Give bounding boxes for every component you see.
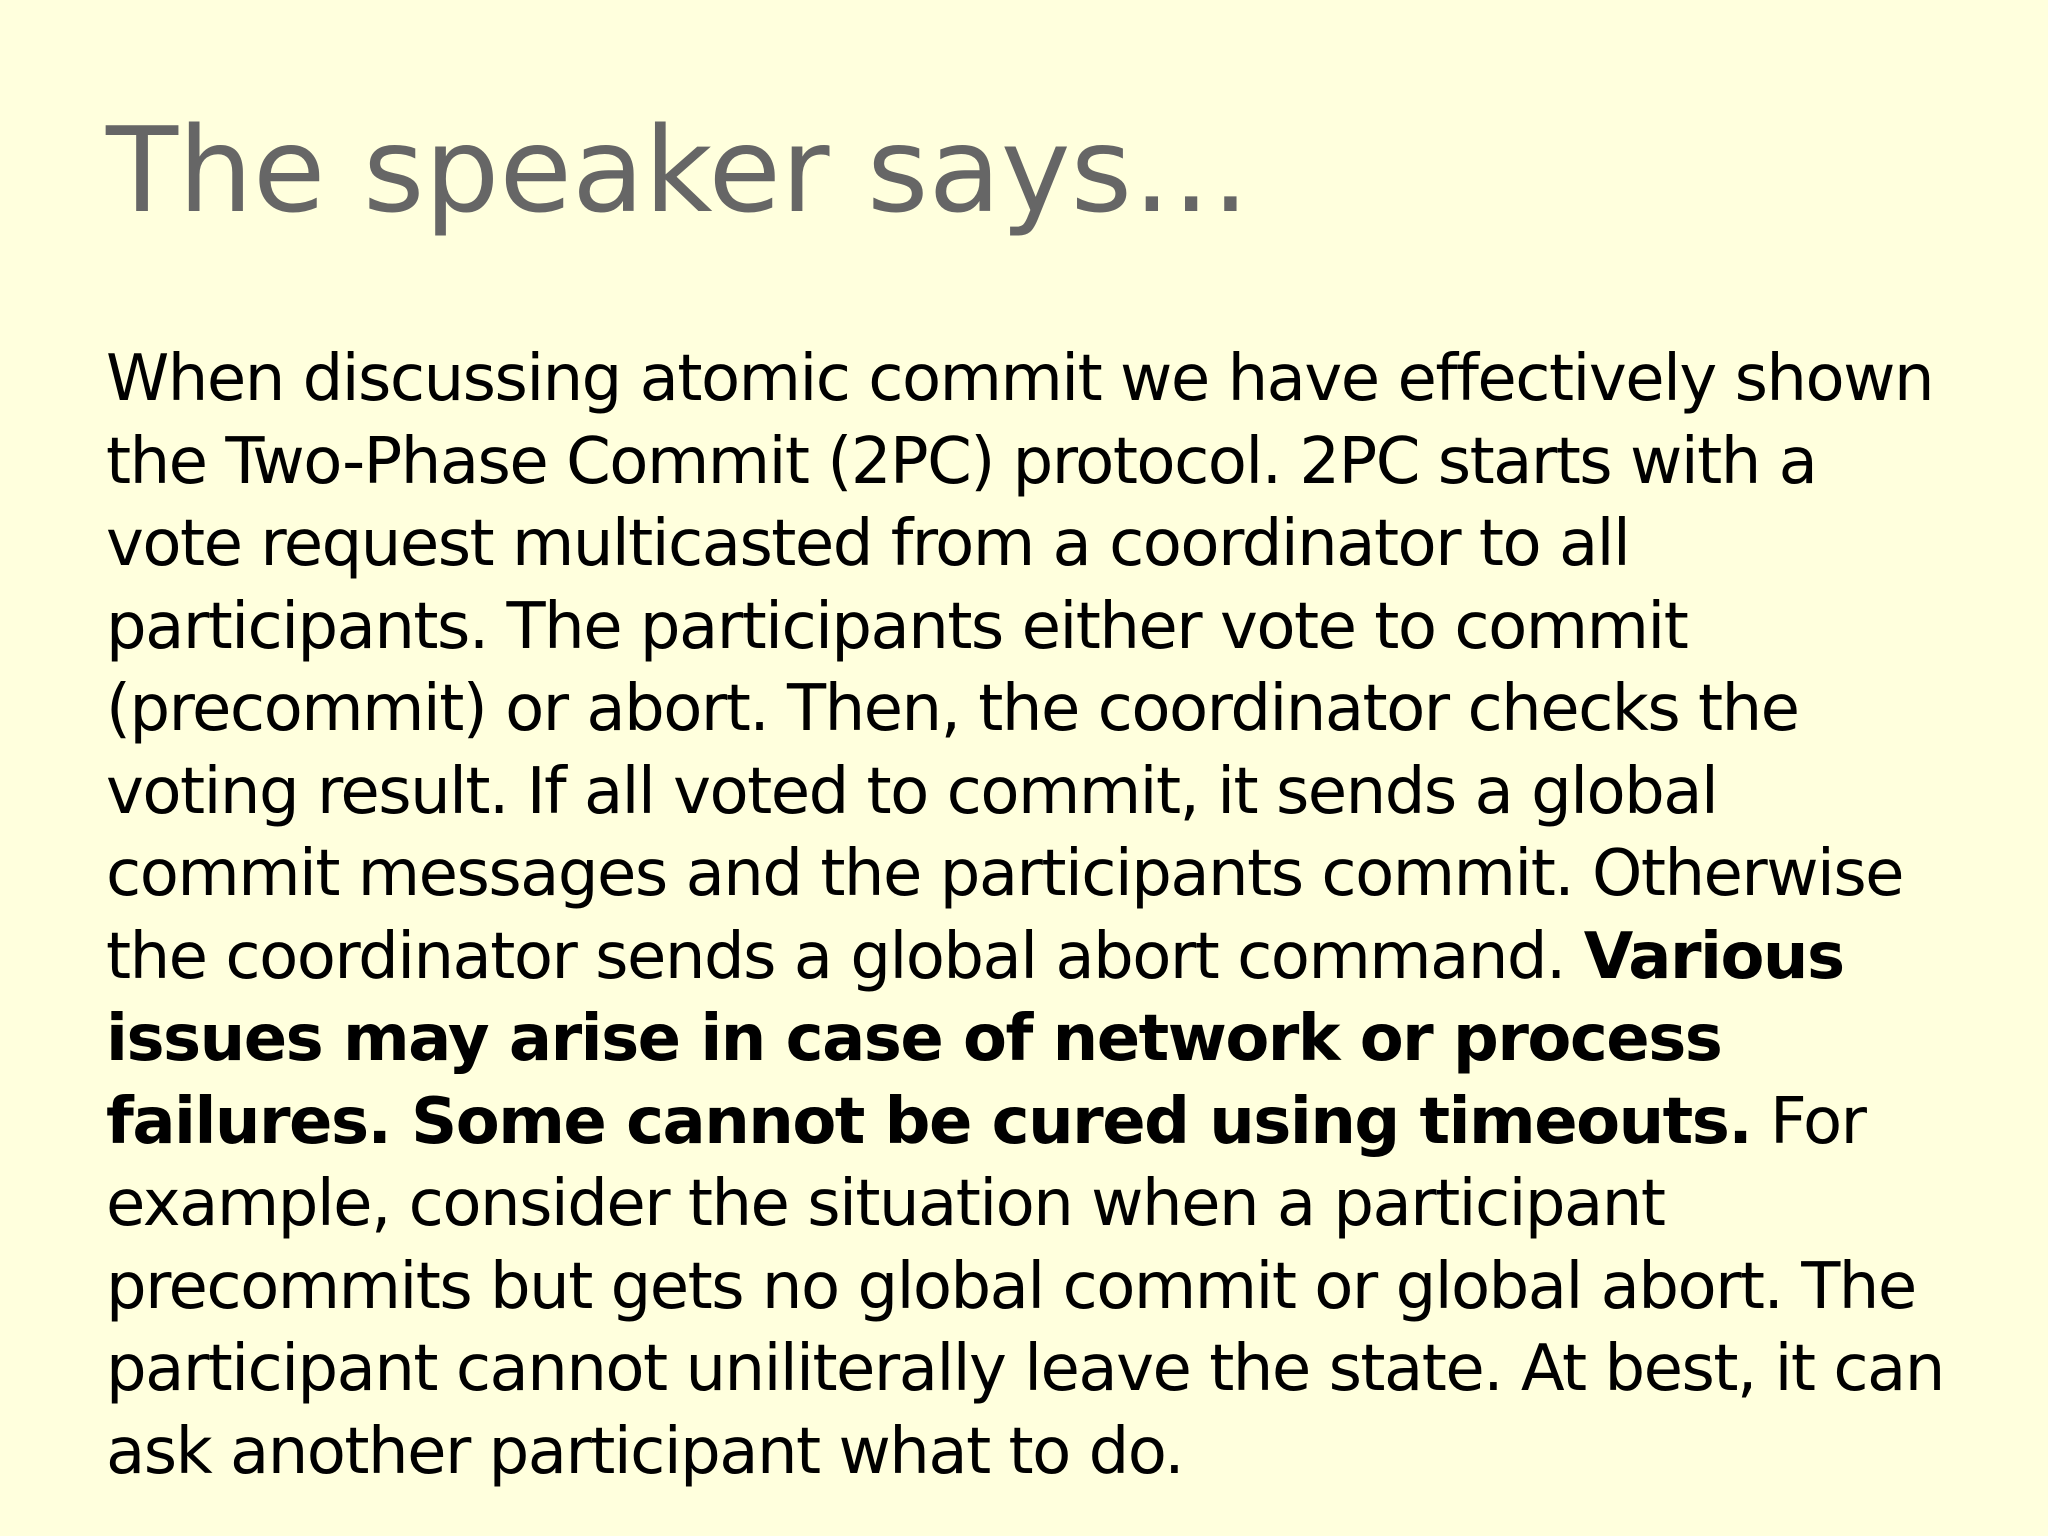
body-text-segment: participants. The participants either vote to commit — [106, 589, 1688, 664]
body-text-segment: the Two-Phase Commit (2PC) protocol. 2PC starts with a — [106, 424, 1817, 499]
body-line — [106, 1246, 1986, 1329]
emphasized-text: failures. Some cannot be cured using timeouts. — [106, 1084, 1752, 1159]
emphasized-text: issues may arise in case of network or process — [106, 1002, 1722, 1076]
emphasized-text: Various — [1583, 919, 1844, 994]
body-line — [106, 833, 1986, 916]
body-line — [106, 338, 1986, 421]
body-line — [106, 668, 1986, 751]
body-line — [106, 998, 1986, 1081]
body-text-segment: the coordinator sends a global abort command. — [106, 919, 1584, 994]
body-line — [106, 1163, 1986, 1246]
body-text-segment: ask another participant what to do. — [106, 1414, 1184, 1489]
body-line — [106, 1411, 1986, 1494]
body-text-segment: precommits but gets no global commit or global abort. The — [106, 1249, 1916, 1324]
body-text-segment: commit messages and the participants commit. Otherwise — [106, 837, 1904, 911]
body-line — [106, 503, 1986, 586]
body-line — [106, 421, 1986, 504]
body-text-segment: vote request multicasted from a coordinator to all — [106, 507, 1630, 581]
body-line — [106, 1328, 1986, 1411]
body-line — [106, 751, 1986, 834]
body-text-segment: For — [1751, 1084, 1866, 1159]
body-text-segment: participant cannot uniliterally leave the state. At best, it can — [106, 1332, 1944, 1406]
slide-title: The speaker says… — [106, 101, 1251, 239]
body-text-segment: When discussing atomic commit we have effectively shown — [106, 342, 1934, 416]
slide-body-text — [106, 338, 1986, 1493]
body-text-segment: (precommit) or abort. Then, the coordinator checks the — [106, 672, 1799, 746]
body-line — [106, 1081, 1986, 1164]
body-text-segment: example, consider the situation when a participant — [106, 1167, 1665, 1241]
body-line — [106, 916, 1986, 999]
body-text-segment: voting result. If all voted to commit, it sends a global — [106, 754, 1718, 829]
body-line — [106, 586, 1986, 669]
